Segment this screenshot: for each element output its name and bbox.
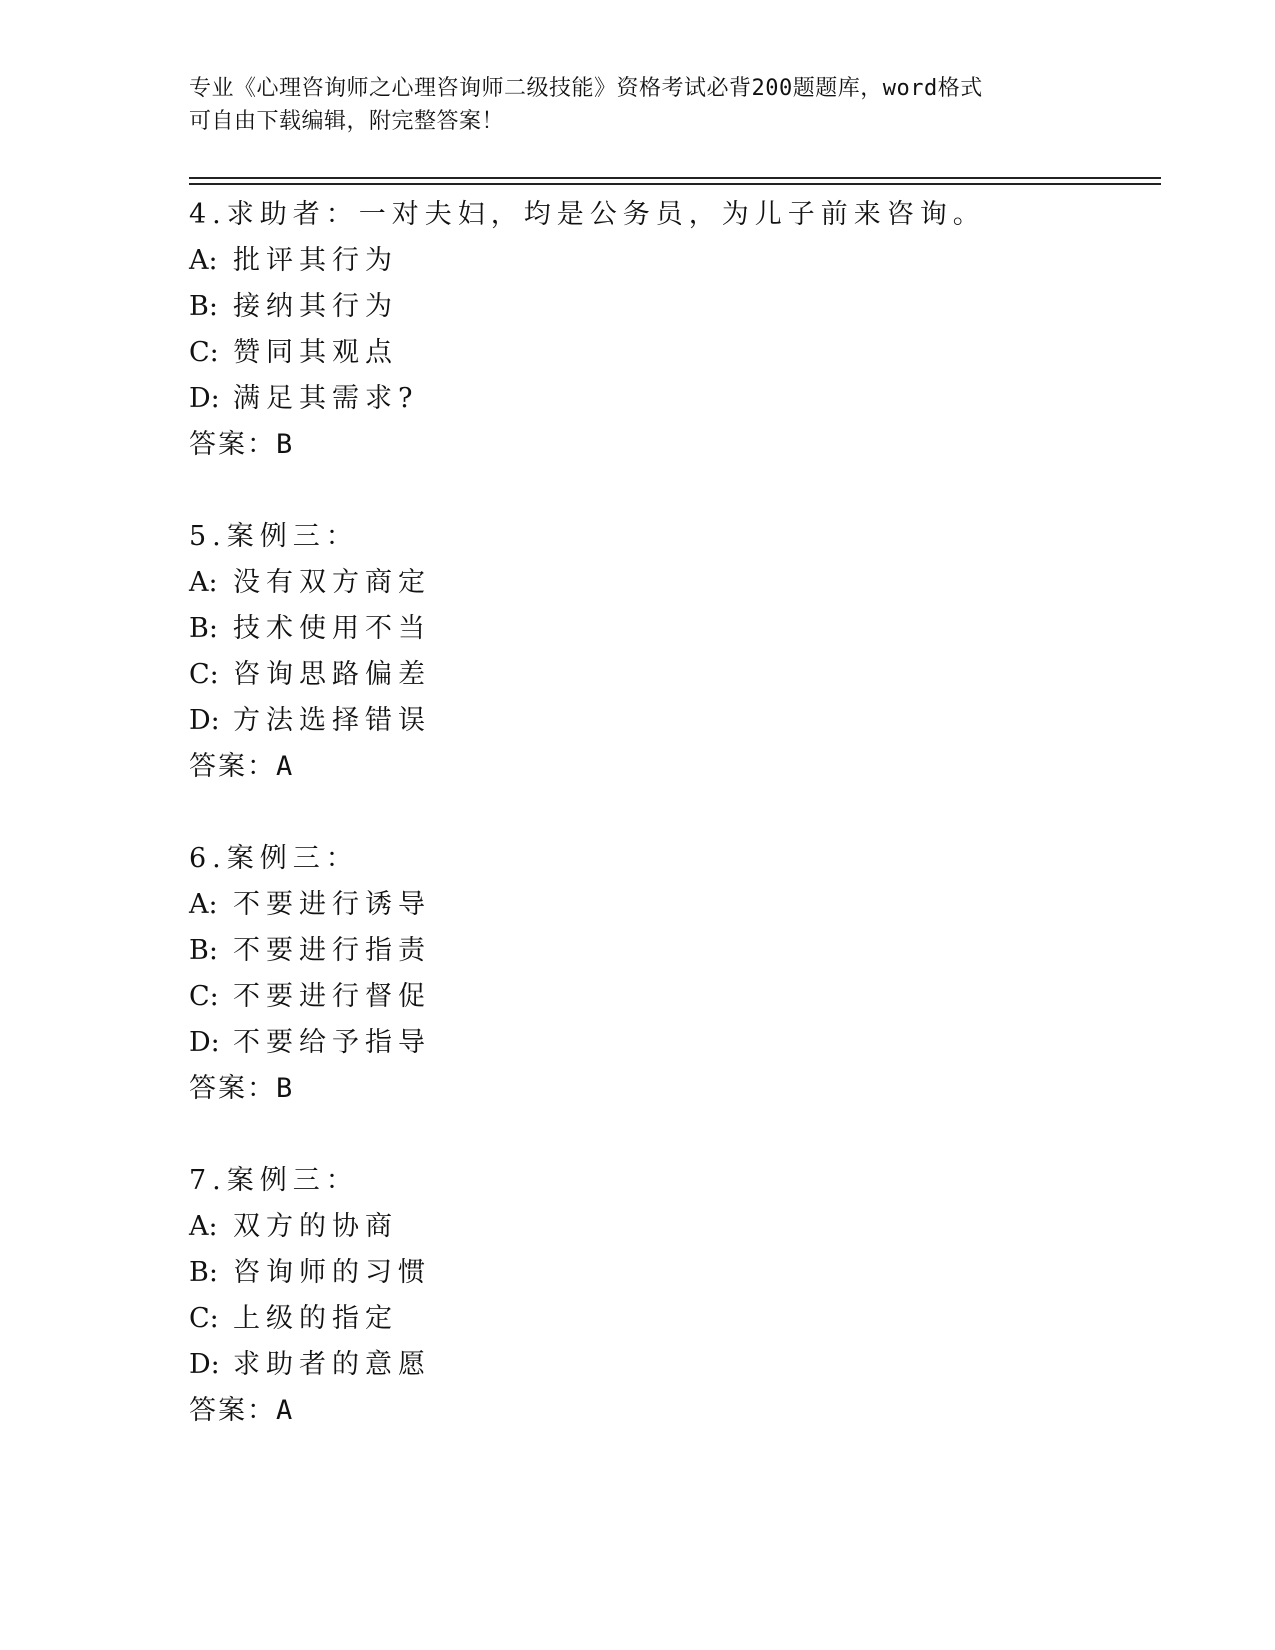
option-text: 咨询师的习惯 <box>233 1257 431 1288</box>
option-text: 赞同其观点 <box>233 337 398 368</box>
option-letter: D: <box>189 1349 220 1380</box>
option-letter: A: <box>189 245 218 276</box>
option-b <box>189 284 1149 330</box>
answer-value: B <box>276 1073 293 1104</box>
option-text: 求助者的意愿 <box>233 1349 431 1380</box>
answer-label: 答案： <box>189 429 276 460</box>
option-c <box>189 974 1149 1020</box>
option-d <box>189 1020 1149 1066</box>
option-letter: C: <box>189 337 219 368</box>
answer-line <box>189 1388 1149 1434</box>
answer-line <box>189 744 1149 790</box>
question-stem: 6.案例三： <box>189 843 359 874</box>
option-text: 满足其需求? <box>233 383 419 414</box>
question-stem: 5.案例三： <box>189 521 359 552</box>
answer-value: A <box>276 751 293 782</box>
header-divider-bottom <box>189 183 1161 185</box>
header-divider-top <box>189 177 1161 179</box>
option-letter: A: <box>189 889 218 920</box>
answer-line <box>189 422 1149 468</box>
question-5 <box>189 514 1149 790</box>
option-a <box>189 882 1149 928</box>
answer-value: A <box>276 1395 293 1426</box>
option-letter: A: <box>189 1211 218 1242</box>
option-text: 不要进行督促 <box>233 981 431 1012</box>
option-text: 接纳其行为 <box>233 291 398 322</box>
option-b <box>189 606 1149 652</box>
option-text: 没有双方商定 <box>233 567 431 598</box>
header-line-1: 专业《心理咨询师之心理咨询师二级技能》资格考试必背200题题库，word格式 <box>189 76 983 101</box>
option-letter: B: <box>189 613 218 644</box>
header-line-2: 可自由下载编辑，附完整答案！ <box>189 109 505 134</box>
option-letter: A: <box>189 567 218 598</box>
option-text: 方法选择错误 <box>233 705 431 736</box>
option-d <box>189 376 1149 422</box>
option-a <box>189 560 1149 606</box>
option-c <box>189 330 1149 376</box>
option-letter: B: <box>189 935 218 966</box>
option-c <box>189 652 1149 698</box>
option-letter: C: <box>189 659 219 690</box>
option-text: 不要进行诱导 <box>233 889 431 920</box>
answer-value: B <box>276 429 293 460</box>
answer-line <box>189 1066 1149 1112</box>
option-d <box>189 1342 1149 1388</box>
option-c <box>189 1296 1149 1342</box>
option-letter: D: <box>189 705 220 736</box>
option-letter: B: <box>189 291 218 322</box>
option-b <box>189 928 1149 974</box>
option-letter: D: <box>189 1027 220 1058</box>
question-list <box>189 192 1149 1434</box>
answer-label: 答案： <box>189 751 276 782</box>
question-stem: 4.求助者：一对夫妇，均是公务员，为儿子前来咨询。 <box>189 199 986 230</box>
option-a <box>189 238 1149 284</box>
option-text: 技术使用不当 <box>233 613 431 644</box>
answer-label: 答案： <box>189 1073 276 1104</box>
option-text: 批评其行为 <box>233 245 398 276</box>
question-4 <box>189 192 1149 468</box>
option-d <box>189 698 1149 744</box>
question-6 <box>189 836 1149 1112</box>
document-header <box>189 72 1089 138</box>
option-text: 不要进行指责 <box>233 935 431 966</box>
option-text: 咨询思路偏差 <box>233 659 431 690</box>
option-letter: B: <box>189 1257 218 1288</box>
option-a <box>189 1204 1149 1250</box>
option-letter: D: <box>189 383 220 414</box>
question-stem: 7.案例三： <box>189 1165 359 1196</box>
option-text: 不要给予指导 <box>233 1027 431 1058</box>
option-text: 上级的指定 <box>233 1303 398 1334</box>
answer-label: 答案： <box>189 1395 276 1426</box>
option-text: 双方的协商 <box>233 1211 398 1242</box>
question-7 <box>189 1158 1149 1434</box>
option-b <box>189 1250 1149 1296</box>
option-letter: C: <box>189 981 219 1012</box>
option-letter: C: <box>189 1303 219 1334</box>
